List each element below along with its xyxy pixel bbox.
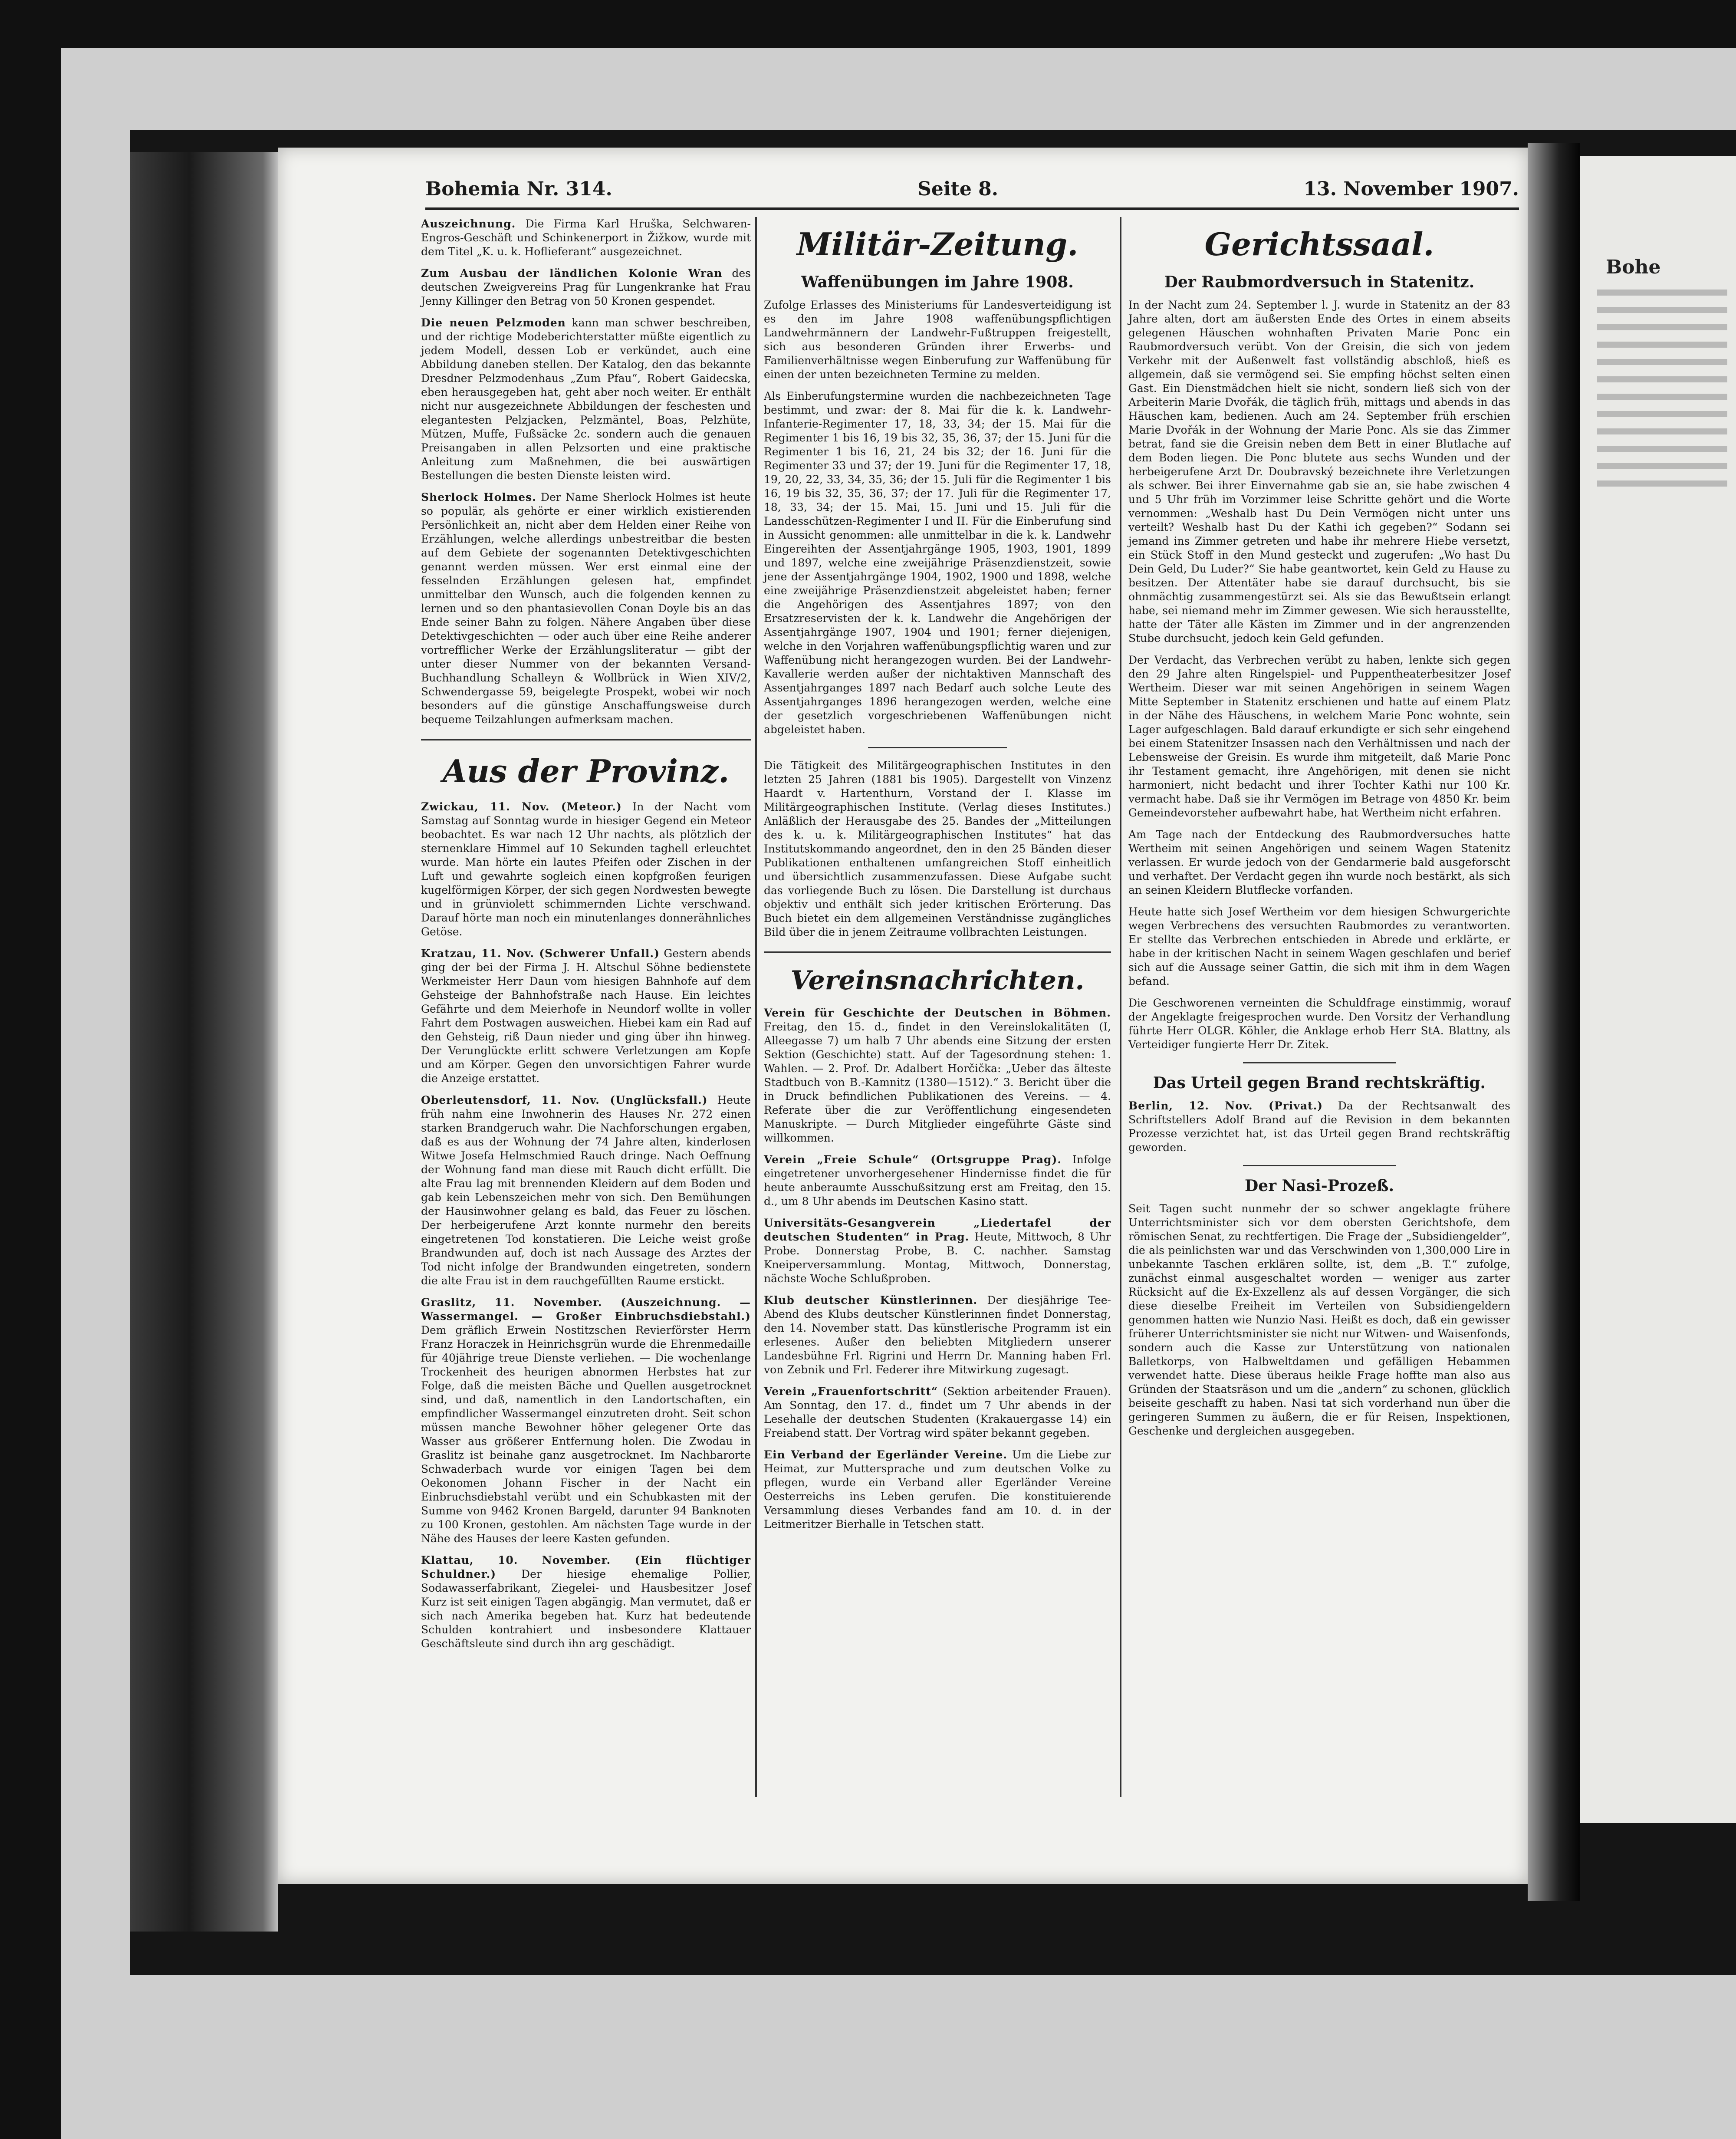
- column-military: [764, 217, 1111, 1539]
- section-title-military: Militär-Zeitung.: [796, 226, 1078, 263]
- article-paragraph: Heute hatte sich Josef Wertheim vor dem hiesigen Schwurgerichte wegen Verbrechens des versuchten Raubmordes zu verantworten. Er stellte das Verbrechen entschieden in Abrede und erklärte, er habe in der kritischen Nacht in seinem Wagen geschlafen und berief sich auf die Aussage seiner Gattin, die sich mit ihm in dem Wagen befand.: [1128, 905, 1510, 987]
- article: Auszeichnung. Die Firma Karl Hruška, Selchwaren-Engros-Geschäft und Schinkenerport in Žižkow, wurde mit dem Titel „K. u. k. Hoflieferant“ ausgezeichnet.: [421, 217, 751, 258]
- article-paragraph: Seit Tagen sucht nunmehr der so schwer angeklagte frühere Unterrichtsminister sich vor dem obersten Gerichtshofe, dem römischen Senat, zu rechtfertigen. Die Frage der „Subsidiengelder“, die als peinlichsten war und das Verschwinden von 1,300,000 Lire in unbekannte Taschen erklären sollte, ist, dem „B. T.“ zufolge, zunächst einmal ausgeschaltet worden — weniger aus zarter Rücksicht auf die Ex-Exzellenz als auf dessen Vorgänger, die sich diese dieselbe Freiheit im Verteilen von Subsidiengeldern genommen hatten wie Nunzio Nasi. Heißt es doch, daß ein gewisser früherer Unterrichtsminister sie nicht nur Witwen- und Waisenfonds, sondern auch die Kasse zur Unterstützung von nationalen Balletkorps, von Halbweltdamen und gefälligen Hebammen verwendet hatte. Diese überaus heikle Frage hoffte man also aus Gründen der Staatsräson und um die „andern“ zu schonen, glücklich beiseite geschafft zu haben. Nasi tat sich vorderhand nun über die geringeren Summen zu äußern, die er für Reisen, Inspektionen, Geschenke und dergleichen ausgegeben.: [1128, 1202, 1510, 1437]
- page-number: Seite 8.: [917, 178, 999, 200]
- article: Universitäts-Gesangverein „Liedertafel der deutschen Studenten“ in Prag. Heute, Mittwoch, 8 Uhr Probe. Donnerstag Probe, B. C. nachher. Samstag Kneiperversammlung. Montag, Mittwoch, Donnerstag, nächste Woche Schlußproben.: [764, 1217, 1111, 1285]
- divider: [1243, 1165, 1396, 1166]
- book-gutter: [1528, 143, 1580, 1901]
- article: Klub deutscher Künstlerinnen. Der diesjährige Tee-Abend des Klubs deutscher Künstlerinnen findet Donnerstag, den 14. November statt. Das künstlerische Programm ist ein erlesenes. Außer den beliebten Mitgliedern unserer Landesbühne Frl. Rigrini und Herrn Dr. Manning haben Frl. von Zebnik und Frl. Federer ihre Mitwirkung zugesagt.: [764, 1294, 1111, 1376]
- article-title: Der Nasi-Prozeß.: [1244, 1177, 1394, 1195]
- article: Zwickau, 11. Nov. (Meteor.) In der Nacht vom Samstag auf Sonntag wurde in hiesiger Gegend ein Meteor beobachtet. Es war nach 12 Uhr nachts, als plötzlich der sternenklare Himmel auf 10 Sekunden taghell erleuchtet wurde. Man hörte ein lautes Pfeifen oder Zischen in der Luft und gewahrte sogleich einen kopfgroßen feurigen kugelförmigen Körper, der sich gegen Nordwesten bewegte und in grünviolett schimmernden Lichte verschwand. Darauf hörte man noch ein minutenlanges donnerähnliches Getöse.: [421, 800, 751, 938]
- section-divider: [764, 951, 1111, 953]
- next-page-fragment: [1580, 156, 1736, 1823]
- article-paragraph: Am Tage nach der Entdeckung des Raubmordversuches hatte Wertheim mit seinen Angehörigen und seinem Wagen Statenitz verlassen. Er wurde jedoch von der Gendarmerie bald ausgeforscht und verhaftet. Der Verdacht gegen ihn wurde noch bestärkt, als sich an seinen Kleidern Blutflecke vorfanden.: [1128, 828, 1510, 896]
- section-divider: [421, 739, 751, 740]
- article: Berlin, 12. Nov. (Privat.) Da der Rechtsanwalt des Schriftstellers Adolf Brand auf die Revision in dem bekannten Prozesse verzichtet hat, ist das Urteil gegen Brand rechtskräftig geworden.: [1128, 1099, 1510, 1154]
- article: Die neuen Pelzmoden kann man schwer beschreiben, und der richtige Modeberichterstatter müßte eigentlich zu jedem Modell, dessen Lob er verkündet, auch eine Abbildung daneben stellen. Der Katalog, den das bekannte Dresdner Pelzmodenhaus „Zum Pfau“, Robert Gaidecska, eben herausgegeben hat, geht aber noch weiter. Er enthält nicht nur ausgezeichnete Abbildungen der feschesten und elegantesten Pelzjacken, Pelzmäntel, Boas, Pelzhüte, Mützen, Muffe, Fußsäcke 2c. sondern auch die genauen Preisangaben in allen Pelzsorten und eine praktische Anleitung zum Maßnehmen, die bei auswärtigen Bestellungen die besten Dienste leisten wird.: [421, 316, 751, 482]
- article: Sherlock Holmes. Der Name Sherlock Holmes ist heute so populär, als gehörte er einer wirklich existierenden Persönlichkeit an, nicht aber dem Helden einer Reihe von Erzählungen, welche allerdings unbestreitbar die besten auf dem Gebiete der sogenannten Detektivgeschichten genannt werden müssen. Wer erst einmal eine der fesselnden Erzählungen gelesen hat, empfindet unmittelbar den Wunsch, auch die folgenden kennen zu lernen und so den phantasievollen Conan Doyle bis an das Ende seiner Bahn zu folgen. Nähere Angaben über diese Detektivgeschichten — oder auch über eine Reihe anderer vortrefflicher Werke der Erzählungsliteratur — gibt der unter dieser Nummer von der bekannten Versand-Buchhandlung Schalleyn & Wollbrück in Wien XIV/2, Schwendergasse 59, beigelegte Prospekt, wobei wir noch besonders auf die günstige Anschaffungsweise durch bequeme Teilzahlungen aufmerksam machen.: [421, 491, 751, 726]
- publication-name: Bohemia Nr. 314.: [425, 178, 612, 200]
- book-page-edges: [130, 152, 278, 1932]
- article-paragraph: Als Einberufungstermine wurden die nachbezeichneten Tage bestimmt, und zwar: der 8. Mai für die k. k. Landwehr-Infanterie-Regimenter 17, 18, 33, 34; der 15. Mai für die Regimenter 1 bis 16, 19 bis 32, 35, 36, 37; der 15. Juni für die Regimenter 1 bis 16, 21, 24 bis 32; der 16. Juni für die Regimenter 33 und 37; der 19. Juni für die Regimenter 17, 18, 19, 20, 22, 33, 34, 35, 36; der 15. Juli für die Regimenter 1 bis 16, 19 bis 32, 35, 36, 37; der 17. Juli für die Regimenter 17, 18, 33, 34; der 15. Mai, 15. Juni und 15. Juli für die Landesschützen-Regimenter I und II. Für die Einberufung sind in Aussicht genommen: alle unmittelbar in die k. k. Landwehr Eingereihten der Assentjahrgänge 1905, 1903, 1901, 1899 und 1897, welche eine zweijährige Präsenzdienstzeit, sowie jene der Assentjahrgänge 1904, 1902, 1900 und 1898, welche eine zweijährige Präsenzdienstzeit abgeleistet haben; ferner die Angehörigen des Assentjahres 1897; von den Ersatzreservisten der k. k. Landwehr die Angehörigen der Assentjahrgänge 1907, 1904 und 1901; ferner diejenigen, welche in den Vorjahren waffenübungspflichtig waren und zur Waffenübung nicht herangezogen wurden. Bei der Landwehr-Kavallerie werden außer der nichtaktiven Mannschaft des Assentjahrganges 1897 nach Bedarf auch solche Leute des Assentjahrganges 1896 herangezogen werden, welche eine der gesetzlich vorgeschriebenen Waffenübungen nicht abgeleistet haben.: [764, 390, 1111, 736]
- issue-date: 13. November 1907.: [1303, 178, 1519, 200]
- article-title: Der Raubmordversuch in Statenitz.: [1164, 273, 1475, 291]
- article-paragraph: Die Geschworenen verneinten die Schuldfrage einstimmig, worauf der Angeklagte freigesprochen wurde. Den Vorsitz der Verhandlung führte Herr OLGR. Köhler, die Anklage erhob Herr StA. Blattny, als Verteidiger fungierte Herr Dr. Zitek.: [1128, 997, 1510, 1051]
- column-divider: [755, 217, 757, 1797]
- divider: [1243, 1062, 1396, 1063]
- section-title-province: Aus der Provinz.: [442, 753, 730, 790]
- article-paragraph: Die Tätigkeit des Militärgeographischen Institutes in den letzten 25 Jahren (1881 bis 1905). Dargestellt von Vinzenz Haardt v. Hartenthurn, Vorstand der I. Klasse im Militärgeographischen Institute. (Verlag dieses Institutes.) Anläßlich der Herausgabe des 25. Bandes der „Mitteilungen des k. u. k. Militärgeographischen Institutes“ hat das Institutskommando angeordnet, den in den 25 Bänden dieser Publikationen enthaltenen umfangreichen Stoff einheitlich und übersichtlich zusammenzufassen. Diese Aufgabe sucht das vorliegende Buch zu lösen. Die Darstellung ist durchaus objektiv und enthält sich jeder kritischen Erörterung. Das Buch bietet ein dem allgemeinen Verständnisse zugängliches Bild über die in jenem Zeitraume vollbrachten Leistungen.: [764, 759, 1111, 938]
- newspaper-page: [278, 148, 1528, 1884]
- column-local-news: [421, 217, 751, 1659]
- column-court: [1128, 217, 1510, 1446]
- article-paragraph: Der Verdacht, das Verbrechen verübt zu haben, lenkte sich gegen den 29 Jahre alten Ringelspiel- und Puppentheaterbesitzer Josef Wertheim. Dieser war mit seinen Angehörigen in seinem Wagen Mitte September in Statenitz erschienen und hatte auf einem Platz in der Nähe des Häuschens, in welchem Marie Ponc wohnte, sein Lager aufgeschlagen. Bald darauf erkundigte er sich sehr eingehend bei einem Statenitzer Insassen nach den Verhältnissen und nach der Lebensweise der Greisin. Es wurde ihm mitgeteilt, daß Marie Ponc ihr Testament gemacht, ihre Angehörigen, mit denen sie nicht harmoniert, nicht bedacht und ihrer Tochter Kathi nur 100 Kr. vermacht habe. Daß sie ihr Vermögen im Betrage von 4850 Kr. beim Gemeindevorsteher aufbewahrt habe, hat Wertheim nicht erfahren.: [1128, 654, 1510, 819]
- article: Ein Verband der Egerländer Vereine. Um die Liebe zur Heimat, zur Muttersprache und zum deutschen Volke zu pflegen, wurde ein Verband aller Egerländer Vereine Oesterreichs ins Leben gerufen. Die konstituierende Versammlung dieses Verbandes fand am 10. d. in der Leitmeritzer Bierhalle in Tetschen statt.: [764, 1448, 1111, 1530]
- article-title: Das Urteil gegen Brand rechtskräftig.: [1153, 1074, 1486, 1092]
- article: Verein „Frauenfortschritt“ (Sektion arbeitender Frauen). Am Sonntag, den 17. d., findet um 7 Uhr abends in der Lesehalle der deutschen Studenten (Krakauergasse 14) ein Freiabend statt. Der Vortrag wird später bekannt gegeben.: [764, 1385, 1111, 1439]
- article-paragraph: Zufolge Erlasses des Ministeriums für Landesverteidigung ist es den im Jahre 1908 waffenübungspflichtigen Landwehrmännern der Landwehr-Fußtruppen freigestellt, sich aus besonderen Gründen ihrer Erwerbs- und Familienverhältnisse wegen Einberufung zur Waffenübung für einen der unten bezeichneten Termine zu melden.: [764, 299, 1111, 381]
- article: Zum Ausbau der ländlichen Kolonie Wran des deutschen Zweigvereins Prag für Lungenkranke hat Frau Jenny Killinger den Betrag von 50 Kronen gespendet.: [421, 267, 751, 307]
- header-rule: [425, 207, 1519, 210]
- next-page-header: Bohe: [1606, 256, 1661, 278]
- article: Kratzau, 11. Nov. (Schwerer Unfall.) Gestern abends ging der bei der Firma J. H. Altschul Söhne bedienstete Werkmeister Herr Daun vom hiesigen Bahnhofe auf dem Gehsteige der Bahnhofstraße nach Hause. Ein leichtes Gefährte und dem Meierhofe in Neundorf wollte in voller Fahrt dem Postwagen ausweichen. Hiebei kam ein Rad auf den Gehsteig, riß Daun nieder und ging über ihn hinweg. Der Verunglückte erlitt schwere Verletzungen am Kopfe und am Körper. Gegen den unvorsichtigen Fahrer wurde die Anzeige erstattet.: [421, 947, 751, 1085]
- article: Verein für Geschichte der Deutschen in Böhmen. Freitag, den 15. d., findet in den Vereinslokalitäten (I, Alleegasse 7) um halb 7 Uhr abends eine Sitzung der ersten Sektion (Geschichte) statt. Auf der Tagesordnung stehen: 1. Wahlen. — 2. Prof. Dr. Adalbert Horčička: „Ueber das älteste Stadtbuch von B.-Kamnitz (1380—1512).“ 3. Bericht über die in Druck befindlichen Publikationen des Vereins. — 4. Referate über die zur Veröffentlichung eingesendeten Manuskripte. — Durch Mitglieder eingeführte Gäste sind willkommen.: [764, 1007, 1111, 1144]
- column-divider: [1120, 217, 1121, 1797]
- article-title: Waffenübungen im Jahre 1908.: [801, 273, 1074, 291]
- section-title-court: Gerichtssaal.: [1204, 226, 1434, 263]
- article: Verein „Freie Schule“ (Ortsgruppe Prag). Infolge eingetretener unvorhergesehener Hindernisse findet die für heute anberaumte Ausschußsitzung erst am Freitag, den 15. d., um 8 Uhr abends im Deutschen Kasino statt.: [764, 1153, 1111, 1208]
- article: Klattau, 10. November. (Ein flüchtiger Schuldner.) Der hiesige ehemalige Pollier, Sodawasserfabrikant, Ziegelei- und Hausbesitzer Josef Kurz ist seit einigen Tagen abgängig. Man vermutet, daß er sich nach Amerika begeben hat. Kurz hat bedeutende Schulden kontrahiert und insbesondere Klattauer Geschäftsleute sind durch ihn arg geschädigt.: [421, 1554, 751, 1650]
- article: Oberleutensdorf, 11. Nov. (Unglücksfall.) Heute früh nahm eine Inwohnerin des Hauses Nr. 272 einen starken Brandgeruch wahr. Die Nachforschungen ergaben, daß es aus der Wohnung der 74 Jahre alten, kinderlosen Witwe Josefa Helmschmied Rauch dringe. Nach Oeffnung der Wohnung fand man diese mit Rauch dicht erfüllt. Die alte Frau lag mit brennenden Kleidern auf dem Boden und gab kein Lebenszeichen mehr von sich. Den Bemühungen der Hausinwohner gelang es bald, das Feuer zu löschen. Der herbeigerufene Arzt konnte nurmehr den bereits eingetretenen Tod konstatieren. Die Leiche weist große Brandwunden auf, doch ist nach Aussage des Arztes der Tod nicht infolge der Brandwunden eingetreten, sondern die alte Frau ist in dem rauchgefüllten Raume erstickt.: [421, 1094, 751, 1287]
- article: Graslitz, 11. November. (Auszeichnung. — Wassermangel. — Großer Einbruchsdiebstahl.) Dem gräflich Erwein Nostitzschen Revierförster Herrn Franz Horaczek in Heinrichsgrün wurde die Ehrenmedaille für 40jährige treue Dienste verliehen. — Die wochenlange Trockenheit des heurigen abnormen Herbstes hat zur Folge, daß die meisten Bäche und Quellen ausgetrocknet sind, und daß, namentlich in den Landortschaften, ein empfindlicher Wassermangel einzutreten droht. Seit schon müssen manche Bewohner höher gelegener Orte das Wasser aus größerer Entfernung holen. Die Zwodau in Graslitz ist beinahe ganz ausgetrocknet. Im Nachbarorte Schwaderbach wurde vor einigen Tagen bei dem Oekonomen Johann Fischer in der Nacht ein Einbruchsdiebstahl verübt und ein Schubkasten mit der Summe von 9462 Kronen Bargeld, darunter 94 Banknoten zu 100 Kronen, gestohlen. Am nächsten Tage wurde in der Nähe des Hauses der leere Kasten gefunden.: [421, 1296, 751, 1545]
- divider: [868, 747, 1007, 748]
- page-header: [425, 174, 1519, 204]
- article-paragraph: In der Nacht zum 24. September l. J. wurde in Statenitz an der 83 Jahre alten, dort am äußersten Ende des Ortes in einem abseits gelegenen Häuschen wohnhaften Privaten Marie Ponc ein Raubmordversuch verübt. Von der Greisin, die sich von jedem Verkehr mit der Außenwelt fast vollständig abschloß, hieß es allgemein, daß sie vermögend sei. Sie empfing höchst selten einen Gast. Ein Dienstmädchen hielt sie nicht, sondern ließ sich von der Arbeiterin Marie Dvořák, die täglich früh, mittags und abends in das Häuschen kam, bedienen. Auch am 24. September früh erschien Marie Dvořák in der Wohnung der Marie Ponc. Als sie das Zimmer betrat, fand sie die Greisin neben dem Bett in einer Blutlache auf dem Boden liegen. Die Ponc blutete aus sechs Wunden und der herbeigerufene Arzt Dr. Doubravský bezeichnete ihre Verletzungen als schwer. Bei ihrer Einvernahme gab sie an, sie habe zwischen 4 und 5 Uhr früh im Vorzimmer leise Schritte gehört und die Worte vernommen: „Weshalb hast Du Dein Vermögen nicht unter uns verteilt? Weshalb hast Du der Kathi ich gegeben?“ Sodann sei jemand ins Zimmer getreten und habe ihr mehrere Hiebe versetzt, ein Stück Stoff in den Mund gesteckt und zugerufen: „Wo hast Du Dein Geld, Du Luder?“ Sie habe geantwortet, kein Geld zu Hause zu besitzen. Der Attentäter habe sie darauf durchsucht, bis sie ohnmächtig zusammengestürzt sei. Als sie das Bewußtsein erlangt habe, sei niemand mehr im Zimmer gewesen. Wie sich herausstellte, hatte der Täter alle Kästen im Zimmer und in der angrenzenden Stube durchsucht, jedoch kein Geld gefunden.: [1128, 299, 1510, 645]
- section-title-associations: Vereinsnachrichten.: [790, 965, 1085, 996]
